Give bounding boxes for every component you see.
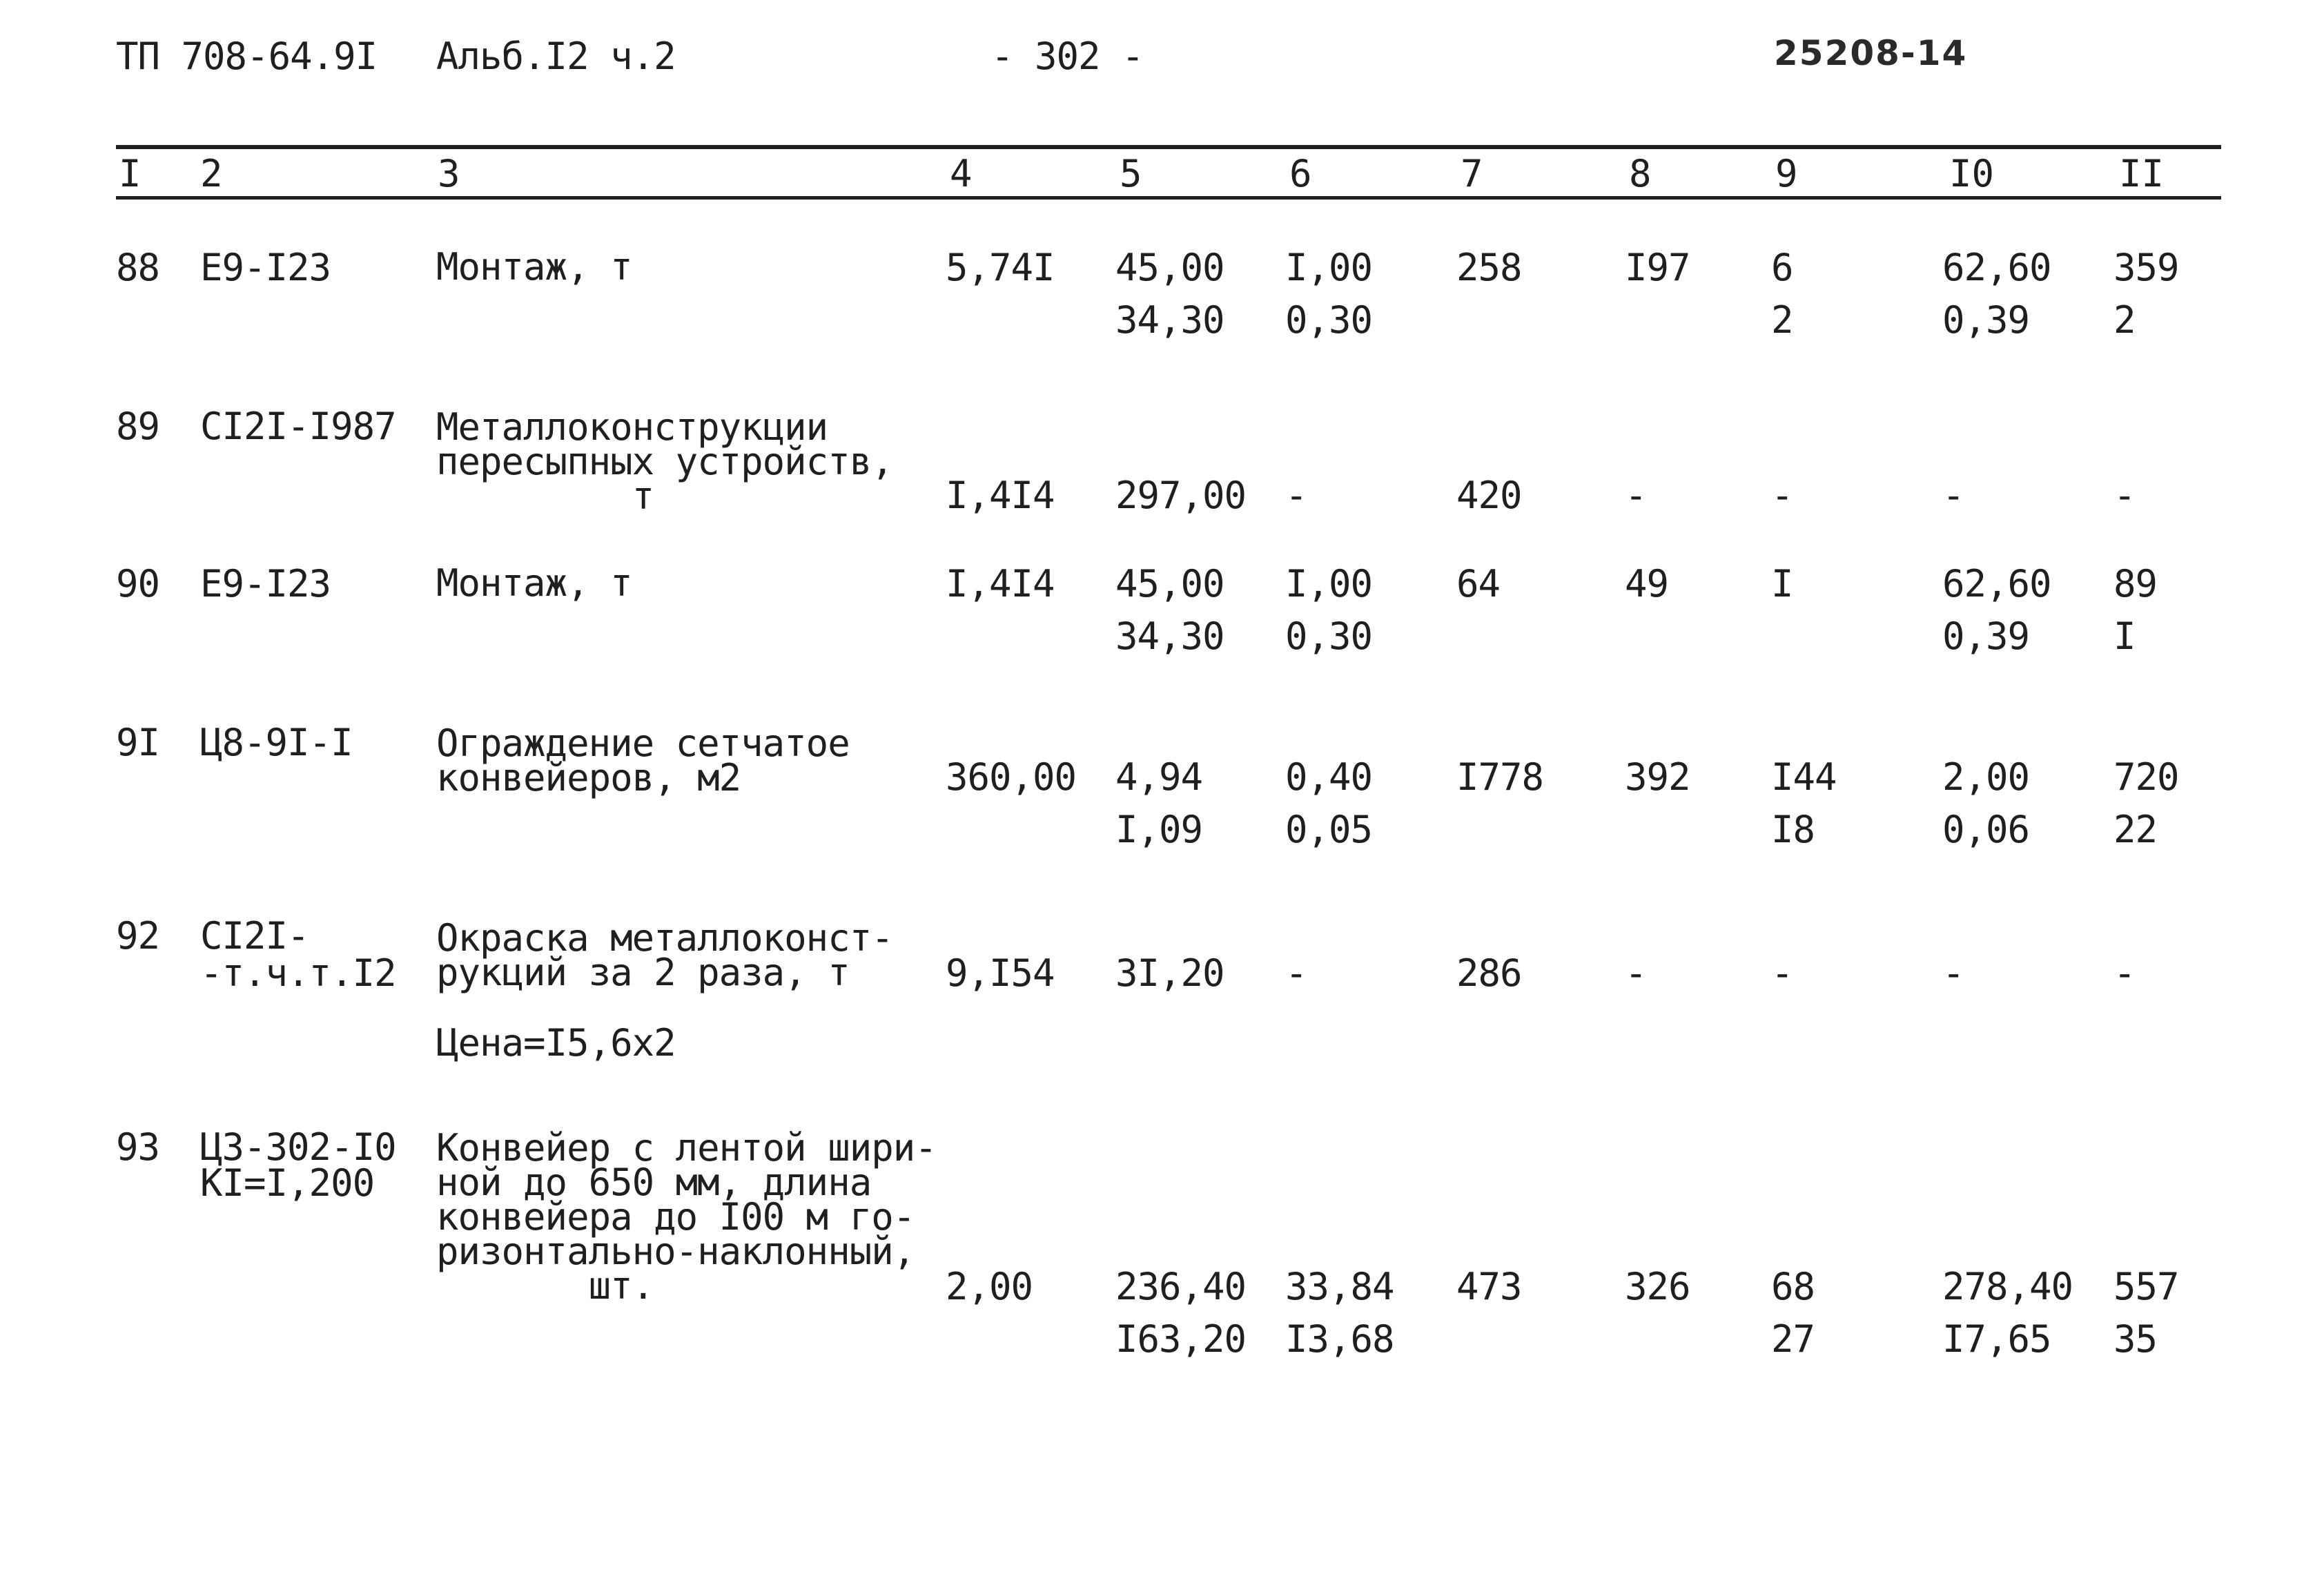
album-reference: Альб.I2 ч.2 xyxy=(436,35,676,78)
unit-cost-wages: 34,30 xyxy=(1115,614,1224,658)
quantity: 9,I54 xyxy=(946,951,1055,995)
price-note: Цена=I5,6х2 xyxy=(436,1021,676,1065)
total-cost: I778 xyxy=(1456,755,1544,799)
work-description: Монтаж, т xyxy=(436,245,632,289)
work-description: Окраска металлоконст- xyxy=(436,916,893,960)
unit-machine-wages: 0,30 xyxy=(1285,614,1373,658)
unit-labor: 62,60 xyxy=(1942,246,2051,289)
work-description: ризонтально-наклонный, xyxy=(436,1230,915,1273)
column-number: 6 xyxy=(1289,152,1312,195)
total-wages: 392 xyxy=(1625,755,1690,799)
unit-cost: 45,00 xyxy=(1115,562,1224,605)
work-description: Металлоконструкции xyxy=(436,405,828,449)
unit-machine-cost: - xyxy=(1285,951,1307,995)
unit-cost: 297,00 xyxy=(1115,474,1247,517)
rate-code: КI=I,200 xyxy=(200,1161,375,1205)
table-top-rule xyxy=(116,145,2221,149)
column-number: 2 xyxy=(200,152,223,195)
total-machine-wages: I8 xyxy=(1771,808,1815,851)
total-machine-wages: 27 xyxy=(1771,1317,1815,1361)
row-number: 93 xyxy=(116,1125,160,1169)
total-cost: 286 xyxy=(1456,951,1522,995)
rate-code: Ц3-302-I0 xyxy=(200,1125,396,1169)
unit-labor: 2,00 xyxy=(1942,755,2030,799)
work-description: рукций за 2 раза, т xyxy=(436,951,850,994)
total-wages: I97 xyxy=(1625,246,1690,289)
column-number: 5 xyxy=(1120,152,1142,195)
row-number: 92 xyxy=(116,914,160,958)
rate-code: Е9-I23 xyxy=(200,562,331,605)
rate-code: Е9-I23 xyxy=(200,246,331,289)
rate-code: -т.ч.т.I2 xyxy=(200,951,396,995)
total-cost: 64 xyxy=(1456,562,1501,605)
work-description: Монтаж, т xyxy=(436,561,632,605)
column-number: 7 xyxy=(1461,152,1483,195)
unit-labor-machinists: 0,06 xyxy=(1942,808,2030,851)
rate-code: СI2I-I987 xyxy=(200,405,396,448)
work-description-unit: шт. xyxy=(436,1264,654,1308)
total-labor: 359 xyxy=(2113,246,2179,289)
total-machine-cost: I44 xyxy=(1771,755,1837,799)
quantity: 2,00 xyxy=(946,1265,1033,1308)
row-number: 89 xyxy=(116,405,160,448)
total-cost: 420 xyxy=(1456,474,1522,517)
total-wages: - xyxy=(1625,951,1647,995)
inventory-stamp: 25208-14 xyxy=(1774,33,1968,73)
unit-cost-wages: I,09 xyxy=(1115,808,1203,851)
unit-machine-cost: 0,40 xyxy=(1285,755,1373,799)
total-labor: 89 xyxy=(2113,562,2158,605)
total-wages: 49 xyxy=(1625,562,1669,605)
work-description: пересыпных устройств, xyxy=(436,440,893,483)
total-labor: - xyxy=(2113,474,2136,517)
unit-labor: 62,60 xyxy=(1942,562,2051,605)
document-code: ТП 708-64.9I xyxy=(116,35,378,78)
total-wages: 326 xyxy=(1625,1265,1690,1308)
quantity: I,4I4 xyxy=(946,562,1055,605)
unit-cost: 4,94 xyxy=(1115,755,1203,799)
total-labor: 720 xyxy=(2113,755,2179,799)
unit-cost-wages: 34,30 xyxy=(1115,298,1224,342)
unit-cost: 236,40 xyxy=(1115,1265,1247,1308)
rate-code: Ц8-9I-I xyxy=(200,721,353,764)
unit-machine-cost: I,00 xyxy=(1285,562,1373,605)
unit-machine-cost: I,00 xyxy=(1285,246,1373,289)
column-number: II xyxy=(2119,152,2165,195)
total-labor-machinists: I xyxy=(2113,614,2136,658)
total-machine-cost: - xyxy=(1771,951,1793,995)
unit-machine-wages: 0,30 xyxy=(1285,298,1373,342)
quantity: 5,74I xyxy=(946,246,1055,289)
unit-machine-wages: 0,05 xyxy=(1285,808,1373,851)
total-machine-wages: 2 xyxy=(1771,298,1793,342)
column-number: I0 xyxy=(1949,152,1995,195)
total-machine-cost: - xyxy=(1771,474,1793,517)
rate-code: СI2I- xyxy=(200,914,309,958)
row-number: 90 xyxy=(116,562,160,605)
unit-labor: - xyxy=(1942,951,1964,995)
column-number: 3 xyxy=(438,152,460,195)
column-number: 8 xyxy=(1629,152,1652,195)
unit-cost: 45,00 xyxy=(1115,246,1224,289)
column-number: 9 xyxy=(1775,152,1798,195)
total-labor-machinists: 2 xyxy=(2113,298,2136,342)
total-wages: - xyxy=(1625,474,1647,517)
unit-labor-machinists: I7,65 xyxy=(1942,1317,2051,1361)
work-description: Ограждение сетчатое xyxy=(436,721,850,765)
total-cost: 473 xyxy=(1456,1265,1522,1308)
quantity: I,4I4 xyxy=(946,474,1055,517)
work-description: Конвейер с лентой шири- xyxy=(436,1126,937,1170)
quantity: 360,00 xyxy=(946,755,1077,799)
row-number: 9I xyxy=(116,721,160,764)
total-machine-cost: 68 xyxy=(1771,1265,1815,1308)
row-number: 88 xyxy=(116,246,160,289)
work-description: конвейера до I00 м го- xyxy=(436,1195,915,1239)
unit-labor: - xyxy=(1942,474,1964,517)
total-cost: 258 xyxy=(1456,246,1522,289)
work-description: ной до 650 мм, длина xyxy=(436,1161,872,1204)
unit-cost: 3I,20 xyxy=(1115,951,1224,995)
total-labor-machinists: 22 xyxy=(2113,808,2158,851)
work-description-unit: т xyxy=(436,474,654,518)
column-number: I xyxy=(119,152,141,195)
column-number: 4 xyxy=(950,152,973,195)
total-labor: - xyxy=(2113,951,2136,995)
total-machine-cost: 6 xyxy=(1771,246,1793,289)
work-description: конвейеров, м2 xyxy=(436,756,741,799)
unit-cost-wages: I63,20 xyxy=(1115,1317,1247,1361)
unit-machine-cost: - xyxy=(1285,474,1307,517)
unit-machine-wages: I3,68 xyxy=(1285,1317,1394,1361)
total-labor: 557 xyxy=(2113,1265,2179,1308)
total-labor-machinists: 35 xyxy=(2113,1317,2158,1361)
page-number: - 302 - xyxy=(991,35,1144,78)
column-header-rule xyxy=(116,196,2221,200)
unit-machine-cost: 33,84 xyxy=(1285,1265,1394,1308)
unit-labor-machinists: 0,39 xyxy=(1942,298,2030,342)
unit-labor-machinists: 0,39 xyxy=(1942,614,2030,658)
total-machine-cost: I xyxy=(1771,562,1793,605)
unit-labor: 278,40 xyxy=(1942,1265,2073,1308)
